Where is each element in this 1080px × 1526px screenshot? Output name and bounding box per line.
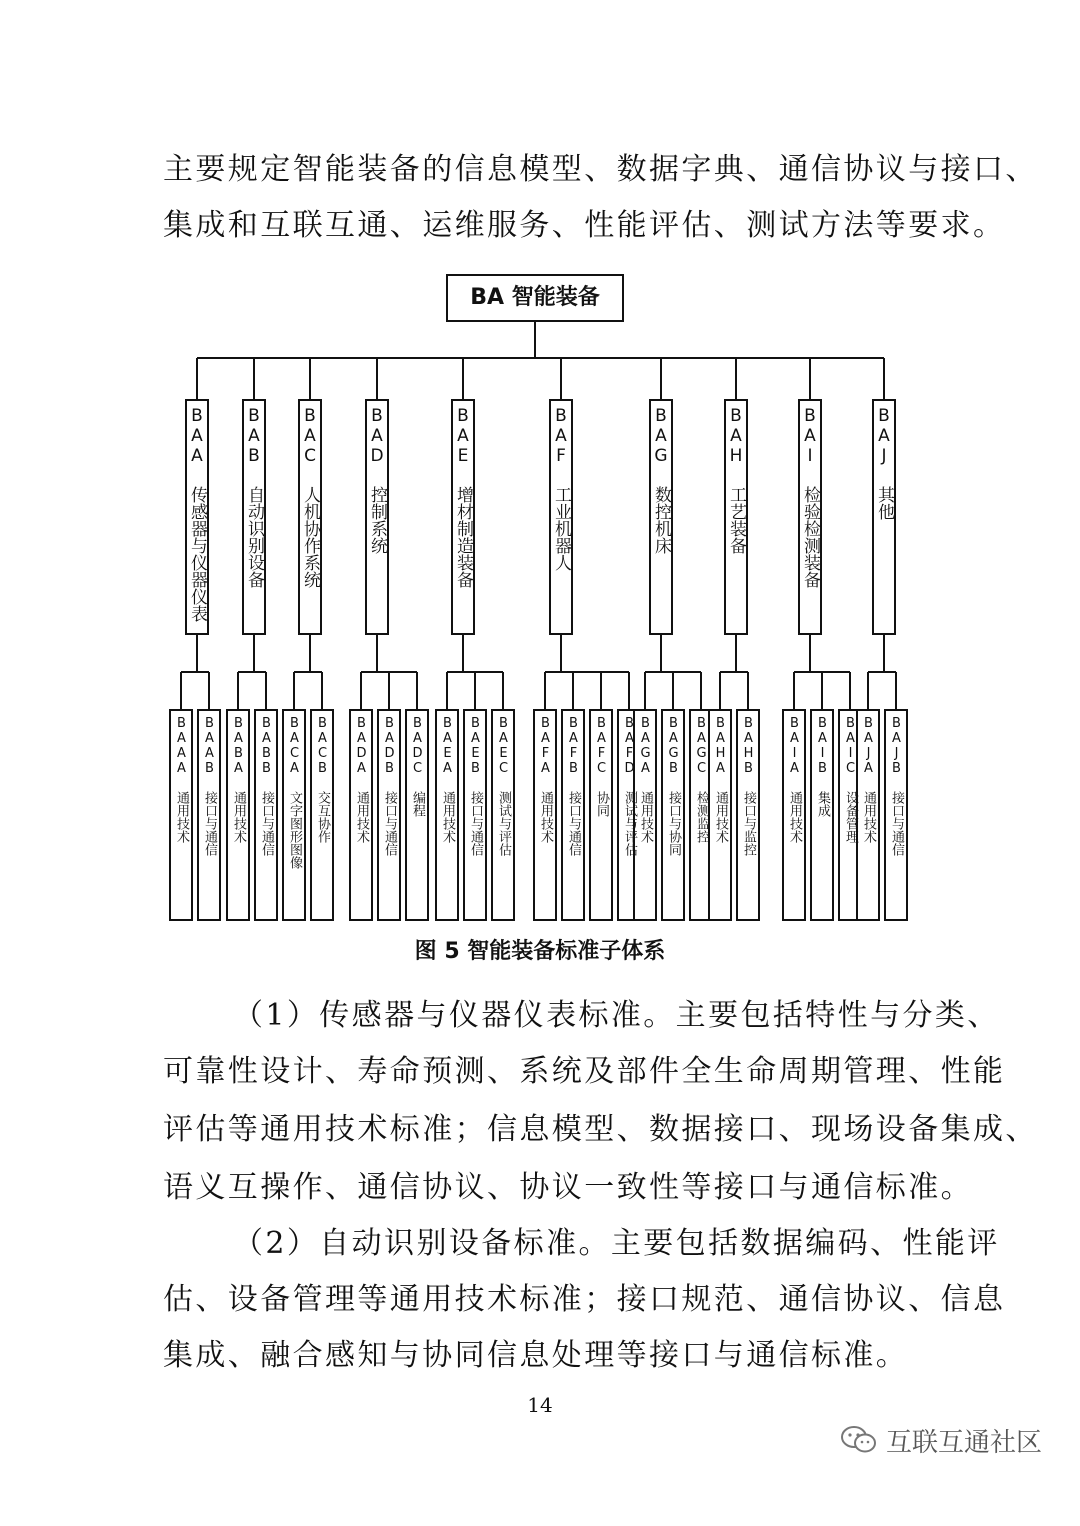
watermark	[840, 1422, 1042, 1458]
page-number: 14	[527, 1393, 553, 1417]
leaf-node-label: BAHA 通用技术	[713, 716, 728, 843]
leaf-node-label: BAIA 通用技术	[787, 716, 802, 843]
para1-line-4: 语义互操作、通信协议、协议一致性等接口与通信标准。	[163, 1170, 973, 1205]
category-node-label: BAI 检验检测装备	[800, 406, 820, 588]
leaf-node-label: BAGB 接口与协同	[666, 716, 681, 856]
category-node-label: BAF 工业机器人	[551, 406, 571, 571]
category-node-label: BAC 人机协作系统	[300, 406, 320, 588]
category-node-label: BAA 传感器与仪器仪表	[187, 406, 207, 622]
category-node-label: BAD 控制系统	[367, 406, 387, 554]
category-node-label: BAB 自动识别设备	[244, 406, 264, 588]
leaf-node-label: BAGC 检测监控	[694, 716, 709, 843]
category-node-label: BAH 工艺装备	[726, 406, 746, 554]
leaf-node-label: BACA 文字图形图像	[287, 716, 302, 869]
figure-caption: 图 5 智能装备标准子体系	[414, 939, 666, 964]
leaf-node-label: BAEC 测试与评估	[496, 716, 511, 856]
root-node-label: BA 智能装备	[470, 285, 600, 310]
para2-line-1: （2）自动识别设备标准。主要包括数据编码、性能评	[233, 1226, 1000, 1261]
category-node-label: BAG 数控机床	[651, 406, 671, 554]
para2-line-2: 估、设备管理等通用技术标准；接口规范、通信协议、信息	[163, 1282, 1006, 1317]
category-node-label: BAE 增材制造装备	[453, 406, 473, 588]
leaf-node-label: BAHB 接口与监控	[741, 716, 756, 856]
wechat-icon	[840, 1424, 878, 1456]
leaf-node-label: BAEA 通用技术	[440, 716, 455, 843]
leaf-node-label: BADA 通用技术	[354, 716, 369, 843]
leaf-node-label: BAFB 接口与通信	[566, 716, 581, 856]
leaf-node-label: BACB 交互协作	[315, 716, 330, 843]
para1-line-1: （1）传感器与仪器仪表标准。主要包括特性与分类、	[233, 998, 1000, 1033]
leaf-node-label: BAFA 通用技术	[538, 716, 553, 843]
para1-line-2: 可靠性设计、寿命预测、系统及部件全生命周期管理、性能	[163, 1054, 1006, 1089]
leaf-node-label: BAAB 接口与通信	[202, 716, 217, 856]
leaf-node-label: BABA 通用技术	[231, 716, 246, 843]
leaf-node-label: BAJA 通用技术	[861, 716, 876, 843]
leaf-node-label: BAAA 通用技术	[174, 716, 189, 843]
leaf-node-label: BAEB 接口与通信	[468, 716, 483, 856]
watermark-text: 互联互通社区	[886, 1427, 1043, 1458]
leaf-node-label: BADC 编程	[410, 716, 425, 817]
leaf-node-label: BABB 接口与通信	[259, 716, 274, 856]
leaf-node-label: BAIB 集成	[815, 716, 830, 817]
intro-line-2: 集成和互联互通、运维服务、性能评估、测试方法等要求。	[163, 208, 1006, 243]
intro-line-1: 主要规定智能装备的信息模型、数据字典、通信协议与接口、	[163, 152, 1038, 187]
para2-line-3: 集成、融合感知与协同信息处理等接口与通信标准。	[163, 1338, 909, 1373]
category-node-label: BAJ 其他	[874, 406, 894, 520]
leaf-node-label: BADB 接口与通信	[382, 716, 397, 856]
para1-line-3: 评估等通用技术标准；信息模型、数据接口、现场设备集成、	[163, 1112, 1038, 1147]
leaf-node-label: BAGA 通用技术	[638, 716, 653, 843]
leaf-node-label: BAIC 设备管理	[843, 716, 858, 843]
leaf-node-label: BAFC 协同	[594, 716, 609, 817]
leaf-node-label: BAFD 测试与评估	[622, 716, 637, 856]
leaf-node-label: BAJB 接口与通信	[889, 716, 904, 856]
